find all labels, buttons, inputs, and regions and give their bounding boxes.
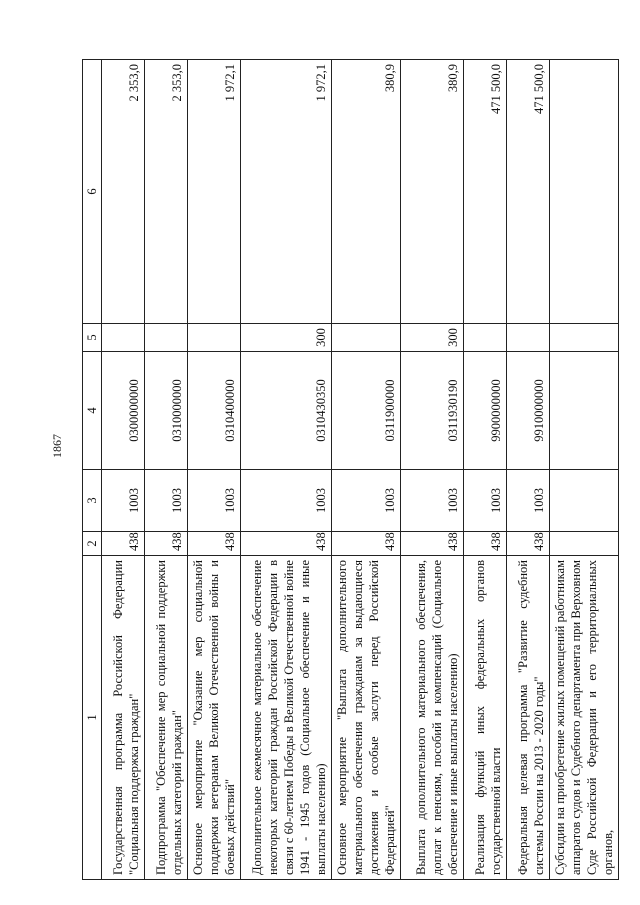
row-amount: 1 972,1: [241, 60, 332, 324]
row-section: 1003: [332, 470, 401, 532]
page-number: 1867: [50, 434, 64, 458]
row-target: 9900000000: [464, 352, 507, 470]
row-section: 1003: [145, 470, 188, 532]
budget-table: [82, 59, 619, 880]
row-amount: 471 500,0: [464, 60, 507, 324]
row-type: [550, 324, 619, 352]
row-section: 1003: [464, 470, 507, 532]
rotated-table-wrapper: [82, 60, 615, 880]
table-row: [241, 60, 332, 880]
header-cell: 1: [83, 556, 102, 880]
table-row: [332, 60, 401, 880]
row-amount: 1 972,1: [188, 60, 241, 324]
row-target: 0310430350: [241, 352, 332, 470]
row-target: 0300000000: [102, 352, 145, 470]
header-cell: 4: [83, 352, 102, 470]
row-type: [507, 324, 550, 352]
header-cell: 2: [83, 532, 102, 556]
row-section: 1003: [401, 470, 464, 532]
row-section: 1003: [241, 470, 332, 532]
row-type: [145, 324, 188, 352]
row-amount: 380,9: [332, 60, 401, 324]
header-cell: 5: [83, 324, 102, 352]
row-name: Основное мероприятие "Оказание мер социальной поддержки ветеранам Великой Отечественной войны и боевых действий": [188, 556, 241, 880]
row-target: 0311900000: [332, 352, 401, 470]
row-type: [188, 324, 241, 352]
row-type: [332, 324, 401, 352]
table-row: [188, 60, 241, 880]
row-name: Дополнительное ежемесячное материальное обеспечение некоторых категорий граждан Российской Федерации в связи с 60-летием Победы в Великой Отечественной войне 1941 - 1945 годов (Социальное обеспечение и иные выплаты населению): [241, 556, 332, 880]
row-name: Федеральная целевая программа "Развитие судебной системы России на 2013 - 2020 годы": [507, 556, 550, 880]
table-row: [102, 60, 145, 880]
row-name: Выплата дополнительного материального обеспечения, доплат к пенсиям, пособий и компенсаций (Социальное обеспечение и иные выплаты населению): [401, 556, 464, 880]
row-section: 1003: [188, 470, 241, 532]
row-amount: 2 353,0: [145, 60, 188, 324]
row-type: [464, 324, 507, 352]
row-amount: [550, 60, 619, 324]
row-type: 300: [241, 324, 332, 352]
row-ministry: 438: [507, 532, 550, 556]
row-amount: 380,9: [401, 60, 464, 324]
row-ministry: 438: [332, 532, 401, 556]
header-cell: 6: [83, 60, 102, 324]
table-row: [464, 60, 507, 880]
row-section: [550, 470, 619, 532]
row-name: Государственная программа Российской Федерации "Социальная поддержка граждан": [102, 556, 145, 880]
row-type: [102, 324, 145, 352]
row-name: Подпрограмма "Обеспечение мер социальной поддержки отдельных категорий граждан": [145, 556, 188, 880]
row-ministry: 438: [145, 532, 188, 556]
header-cell: 3: [83, 470, 102, 532]
row-target: 0310000000: [145, 352, 188, 470]
row-ministry: [550, 532, 619, 556]
row-ministry: 438: [241, 532, 332, 556]
row-type: 300: [401, 324, 464, 352]
table-row: [145, 60, 188, 880]
row-ministry: 438: [464, 532, 507, 556]
row-target: [550, 352, 619, 470]
row-section: 1003: [102, 470, 145, 532]
row-target: 9910000000: [507, 352, 550, 470]
header-row: [83, 60, 102, 880]
row-name: Основное мероприятие "Выплата дополнительного материального обеспечения гражданам за выдающиеся достижения и особые заслуги перед Российской Федерацией": [332, 556, 401, 880]
row-target: 0310400000: [188, 352, 241, 470]
row-ministry: 438: [188, 532, 241, 556]
table-row: [401, 60, 464, 880]
row-name: Субсидии на приобретение жилых помещений работникам аппаратов судов и Судебного департамента при Верховном Суде Российской Федерации и его территориальных органов,: [550, 556, 619, 880]
row-ministry: 438: [401, 532, 464, 556]
table-row: [550, 60, 619, 880]
row-section: 1003: [507, 470, 550, 532]
row-target: 0311930190: [401, 352, 464, 470]
row-ministry: 438: [102, 532, 145, 556]
row-name: Реализация функций иных федеральных органов государственной власти: [464, 556, 507, 880]
row-amount: 471 500,0: [507, 60, 550, 324]
row-amount: 2 353,0: [102, 60, 145, 324]
table-row: [507, 60, 550, 880]
